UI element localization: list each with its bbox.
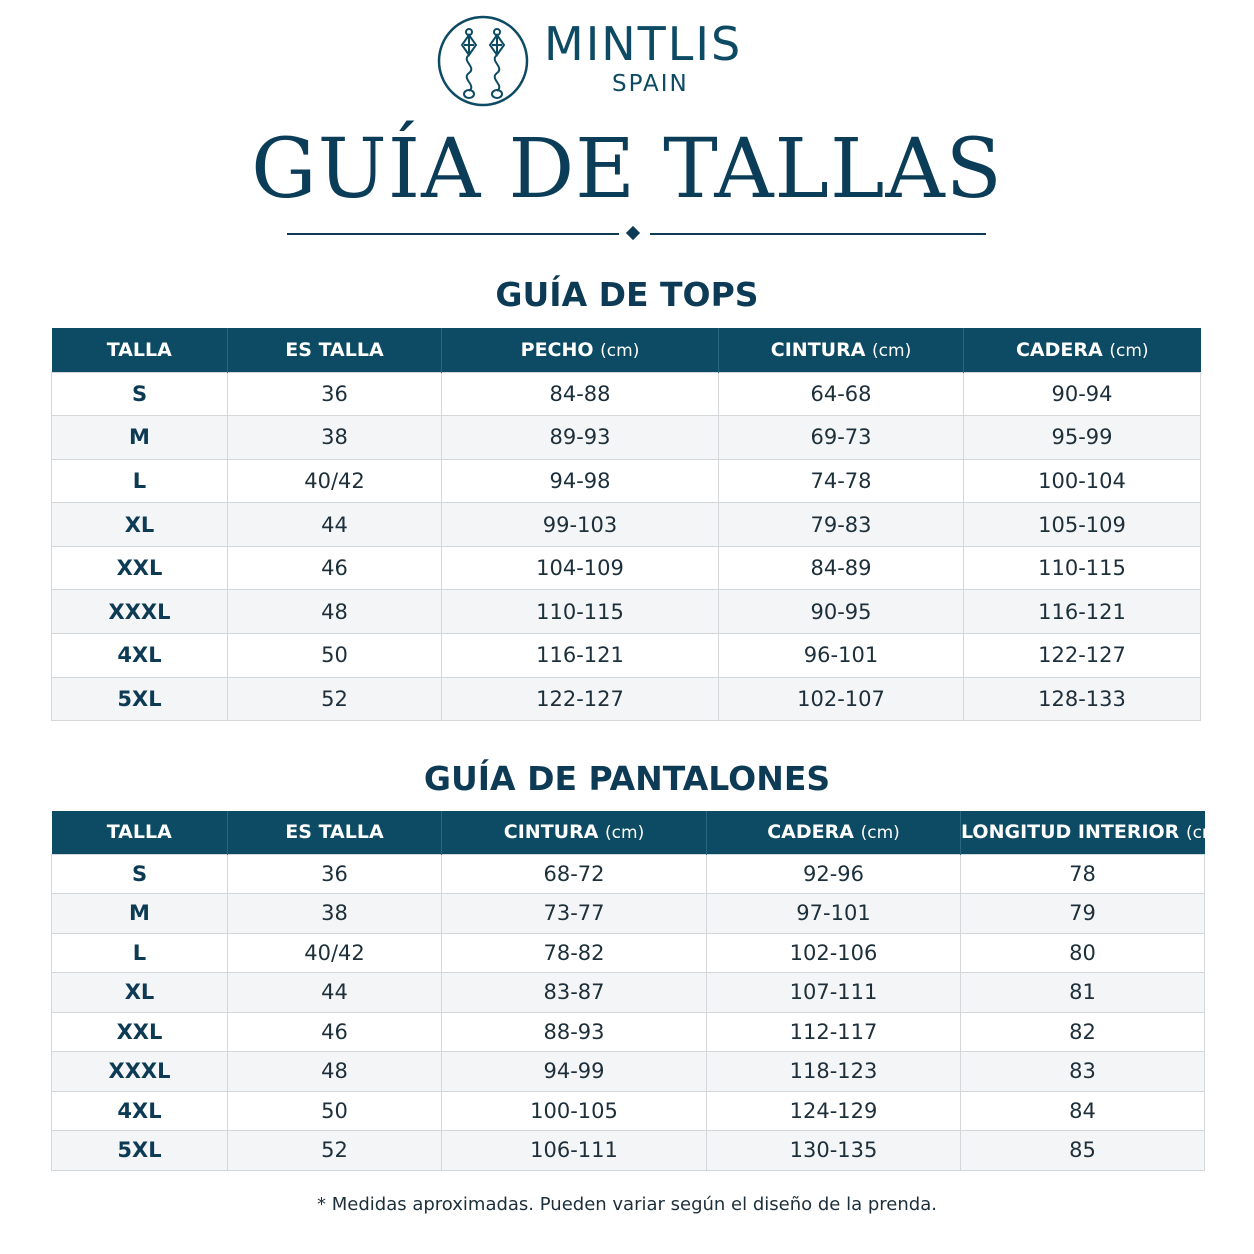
column-header: CINTURA (cm) <box>442 811 707 854</box>
size-cell: XXXL <box>52 1052 228 1092</box>
value-cell: 73-77 <box>442 894 707 934</box>
column-header: CINTURA (cm) <box>719 328 964 372</box>
value-cell: 89-93 <box>442 416 719 460</box>
value-cell: 38 <box>228 894 442 934</box>
table-row <box>52 1012 1205 1052</box>
value-cell: 69-73 <box>719 416 964 460</box>
table-row <box>52 1091 1205 1131</box>
value-cell: 102-106 <box>707 933 961 973</box>
size-cell: S <box>52 854 228 894</box>
earrings-icon <box>437 15 529 107</box>
column-header: CADERA (cm) <box>964 328 1201 372</box>
value-cell: 92-96 <box>707 854 961 894</box>
value-cell: 106-111 <box>442 1131 707 1171</box>
column-header: CADERA (cm) <box>707 811 961 854</box>
value-cell: 104-109 <box>442 546 719 590</box>
value-cell: 80 <box>961 933 1205 973</box>
table-row <box>52 416 1201 460</box>
column-header: LONGITUD INTERIOR (cm) <box>961 811 1205 854</box>
pants-table-body <box>52 854 1205 1170</box>
column-header: TALLA <box>52 328 228 372</box>
value-cell: 68-72 <box>442 854 707 894</box>
value-cell: 52 <box>228 1131 442 1171</box>
column-header: ES TALLA <box>228 811 442 854</box>
value-cell: 52 <box>228 677 442 721</box>
value-cell: 100-104 <box>964 459 1201 503</box>
value-cell: 110-115 <box>964 546 1201 590</box>
size-cell: 4XL <box>52 634 228 678</box>
divider-line-left <box>287 233 619 235</box>
pants-section-title: GUÍA DE PANTALONES <box>423 759 831 798</box>
value-cell: 122-127 <box>442 677 719 721</box>
size-cell: 5XL <box>52 1131 228 1171</box>
value-cell: 130-135 <box>707 1131 961 1171</box>
value-cell: 50 <box>228 634 442 678</box>
size-cell: 4XL <box>52 1091 228 1131</box>
table-row <box>52 1131 1205 1171</box>
size-cell: XXXL <box>52 590 228 634</box>
tops-table <box>51 328 1201 721</box>
table-row <box>52 546 1201 590</box>
pants-table <box>51 811 1226 1171</box>
value-cell: 44 <box>228 503 442 547</box>
value-cell: 82 <box>961 1012 1205 1052</box>
brand-name: MINTLIS <box>544 17 743 71</box>
size-cell: M <box>52 894 228 934</box>
value-cell: 83-87 <box>442 973 707 1013</box>
table-row <box>52 854 1205 894</box>
value-cell: 48 <box>228 1052 442 1092</box>
table-row <box>52 459 1201 503</box>
value-cell: 83 <box>961 1052 1205 1092</box>
table-row <box>52 894 1205 934</box>
value-cell: 110-115 <box>442 590 719 634</box>
table-row <box>52 973 1205 1013</box>
value-cell: 112-117 <box>707 1012 961 1052</box>
divider-diamond-icon <box>626 226 640 240</box>
page-title: GUÍA DE TALLAS <box>251 122 1003 217</box>
size-cell: S <box>52 372 228 416</box>
value-cell: 102-107 <box>719 677 964 721</box>
value-cell: 38 <box>228 416 442 460</box>
value-cell: 94-99 <box>442 1052 707 1092</box>
value-cell: 78 <box>961 854 1205 894</box>
value-cell: 44 <box>228 973 442 1013</box>
value-cell: 88-93 <box>442 1012 707 1052</box>
value-cell: 79 <box>961 894 1205 934</box>
size-cell: M <box>52 416 228 460</box>
value-cell: 90-94 <box>964 372 1201 416</box>
value-cell: 97-101 <box>707 894 961 934</box>
table-row <box>52 677 1201 721</box>
tops-section-title: GUÍA DE TOPS <box>495 275 759 314</box>
value-cell: 84-88 <box>442 372 719 416</box>
brand-subtitle: SPAIN <box>612 71 689 97</box>
value-cell: 94-98 <box>442 459 719 503</box>
table-row <box>52 1052 1205 1092</box>
value-cell: 84-89 <box>719 546 964 590</box>
table-row <box>52 590 1201 634</box>
size-cell: 5XL <box>52 677 228 721</box>
value-cell: 118-123 <box>707 1052 961 1092</box>
size-cell: XXL <box>52 1012 228 1052</box>
value-cell: 99-103 <box>442 503 719 547</box>
value-cell: 95-99 <box>964 416 1201 460</box>
value-cell: 116-121 <box>442 634 719 678</box>
value-cell: 96-101 <box>719 634 964 678</box>
column-header: TALLA <box>52 811 228 854</box>
value-cell: 105-109 <box>964 503 1201 547</box>
value-cell: 122-127 <box>964 634 1201 678</box>
value-cell: 64-68 <box>719 372 964 416</box>
table-row <box>52 503 1201 547</box>
value-cell: 48 <box>228 590 442 634</box>
value-cell: 116-121 <box>964 590 1201 634</box>
column-header: ES TALLA <box>228 328 442 372</box>
value-cell: 124-129 <box>707 1091 961 1131</box>
size-cell: XL <box>52 503 228 547</box>
column-header: PECHO (cm) <box>442 328 719 372</box>
value-cell: 36 <box>228 854 442 894</box>
value-cell: 46 <box>228 1012 442 1052</box>
value-cell: 74-78 <box>719 459 964 503</box>
value-cell: 107-111 <box>707 973 961 1013</box>
size-cell: L <box>52 459 228 503</box>
value-cell: 128-133 <box>964 677 1201 721</box>
value-cell: 79-83 <box>719 503 964 547</box>
table-row <box>52 634 1201 678</box>
value-cell: 81 <box>961 973 1205 1013</box>
value-cell: 36 <box>228 372 442 416</box>
tops-table-body <box>52 372 1201 721</box>
value-cell: 40/42 <box>228 933 442 973</box>
value-cell: 40/42 <box>228 459 442 503</box>
table-row <box>52 372 1201 416</box>
size-cell: L <box>52 933 228 973</box>
value-cell: 90-95 <box>719 590 964 634</box>
size-cell: XL <box>52 973 228 1013</box>
table-header-row <box>52 811 1205 854</box>
value-cell: 78-82 <box>442 933 707 973</box>
divider-line-right <box>650 233 986 235</box>
value-cell: 85 <box>961 1131 1205 1171</box>
value-cell: 50 <box>228 1091 442 1131</box>
footnote: * Medidas aproximadas. Pueden variar según el diseño de la prenda. <box>317 1194 937 1215</box>
value-cell: 84 <box>961 1091 1205 1131</box>
value-cell: 46 <box>228 546 442 590</box>
value-cell: 100-105 <box>442 1091 707 1131</box>
table-header-row <box>52 328 1201 372</box>
size-cell: XXL <box>52 546 228 590</box>
table-row <box>52 933 1205 973</box>
